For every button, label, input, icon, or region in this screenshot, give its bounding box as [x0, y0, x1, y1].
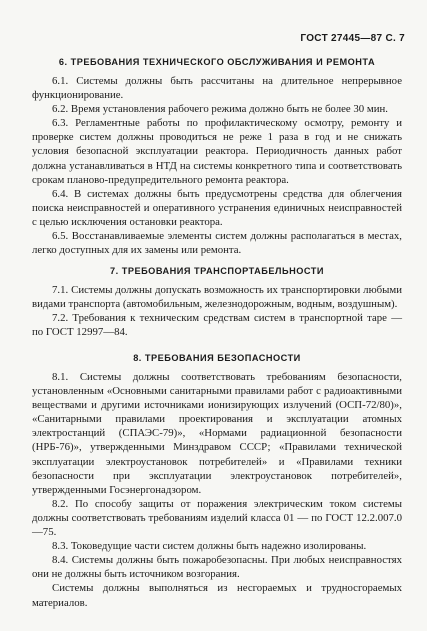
section-8-body — [32, 370, 402, 610]
paragraph-8-1: 8.1. Системы должны соответствовать требованиям безопасности, установленным «Основными санитарными правилами работ с радиоактивными веществами и другими источниками ионизирующих излучений (ОСП-72/80)», «Санитарными правилами проектирования и эксплуатации атомных электростанций (СПАЭС-79)», «Нормами радиационной безопасности (НРБ-76)», утвержденными Минздравом СССР; «Правилами технической эксплуатации электроустановок потребителей» и «Правилами техники безопасности при эксплуатации электроустановок потребителей», утвержденными Госэнергонадзором. — [32, 371, 402, 496]
paragraph-8-2: 8.2. По способу защиты от поражения электрическим током системы должны соответствовать требованиям изделий класса 01 — по ГОСТ 12.2.007.0—75. — [32, 497, 402, 539]
section-7-body — [32, 283, 402, 339]
paragraph-7-1: 7.1. Системы должны допускать возможность их транспортировки любыми видами транспорта (автомобильным, железнодорожным, водным, воздушным). — [32, 284, 402, 311]
section-7-heading: 7. ТРЕБОВАНИЯ ТРАНСПОРТАБЕЛЬНОСТИ — [110, 266, 324, 276]
section-8 — [32, 353, 402, 363]
page-header: ГОСТ 27445—87 С. 7 — [300, 33, 405, 44]
section-6 — [32, 57, 402, 67]
paragraph-6-3: 6.3. Регламентные работы по профилактическому осмотру, ремонту и проверке систем должны проводиться не реже 1 раза в год и не снижать условия безопасной эксплуатации реактора. Периодичность данных работ должна устанавливаться в НТД на системы конкретного типа и соответствовать срокам планово-предупредительного ремонта реактора. — [32, 117, 402, 186]
section-6-body — [32, 74, 402, 257]
paragraph-6-4: 6.4. В системах должны быть предусмотрены средства для облегчения поиска неисправностей и оперативного устранения единичных неисправностей с целью исключения остановки реактора. — [32, 187, 402, 228]
paragraph-6-1: 6.1. Системы должны быть рассчитаны на длительное непрерывное функционирование. — [32, 75, 402, 102]
section-6-heading: 6. ТРЕБОВАНИЯ ТЕХНИЧЕСКОГО ОБСЛУЖИВАНИЯ И РЕМОНТА — [58, 57, 376, 67]
paragraph-7-2: 7.2. Требования к техническим средствам систем в транспортной таре — по ГОСТ 12997—84. — [32, 312, 402, 339]
section-8-heading: 8. ТРЕБОВАНИЯ БЕЗОПАСНОСТИ — [133, 353, 301, 363]
paragraph-8-3: 8.3. Токоведущие части систем должны быть надежно изолированы. — [52, 540, 367, 553]
paragraph-6-5: 6.5. Восстанавливаемые элементы систем должны располагаться в местах, легко доступных для их замены или ремонта. — [32, 230, 402, 257]
section-7 — [32, 266, 402, 276]
paragraph-8-4-cont: Системы должны выполняться из несгораемых и трудносгораемых материалов. — [32, 582, 402, 609]
paragraph-6-2: 6.2. Время установления рабочего режима должно быть не более 30 мин. — [52, 103, 388, 116]
paragraph-8-4: 8.4. Системы должны быть пожаробезопасны. При любых неисправностях они не должны быть источником возгорания. — [32, 554, 402, 581]
